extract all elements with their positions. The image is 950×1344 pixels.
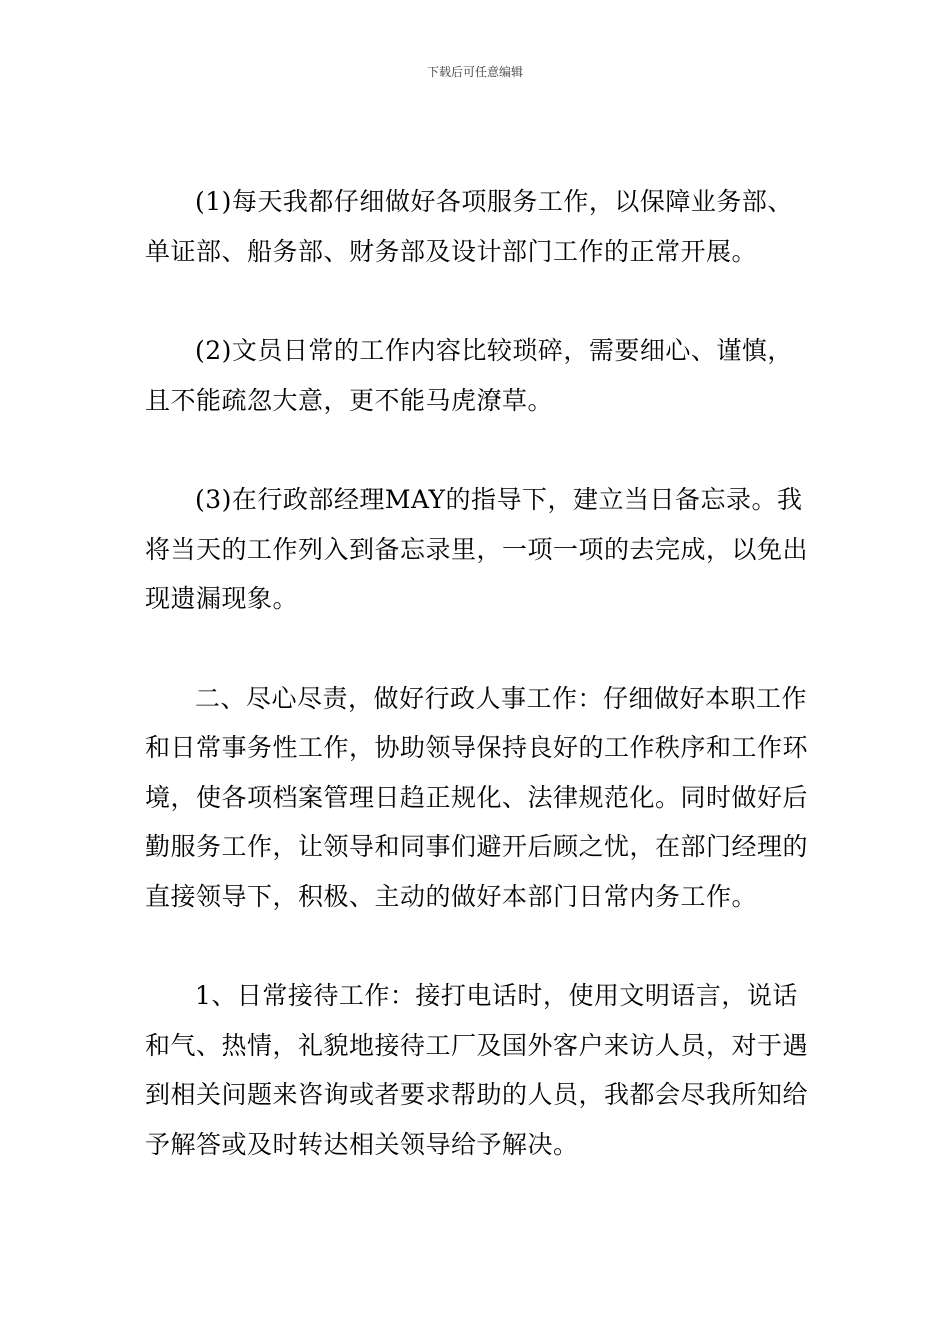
header-note: 下载后可任意编辑: [426, 65, 523, 79]
paragraph-admin-hr-work: 二、尽心尽责，做好行政人事工作：仔细做好本职工作和日常事务性工作，协助领导保持良好的工作秩序和工作环境，使各项档案管理日趋正规化、法律规范化。同时做好后勤服务工作，让领导和同事们避开后顾之忧，在部门经理的直接领导下，积极、主动的做好本部门日常内务工作。: [145, 683, 809, 911]
paragraph-service-work: (1)每天我都仔细做好各项服务工作，以保障业务部、单证部、船务部、财务部及设计部门工作的正常开展。: [145, 187, 793, 266]
document-body: [145, 177, 810, 1169]
paragraph-clerk-duties: (2)文员日常的工作内容比较琐碎，需要细心、谨慎，且不能疏忽大意，更不能马虎潦草。: [145, 336, 793, 415]
paragraph-reception-work: 1、日常接待工作：接打电话时，使用文明语言，说话和气、热情，礼貌地接待工厂及国外客户来访人员，对于遇到相关问题来咨询或者要求帮助的人员，我都会尽我所知给予解答或及时转达相关领导给予解决。: [145, 981, 809, 1159]
paragraph-daily-memo: (3)在行政部经理MAY的指导下，建立当日备忘录。我将当天的工作列入到备忘录里，一项一项的去完成，以免出现遗漏现象。: [145, 485, 809, 613]
